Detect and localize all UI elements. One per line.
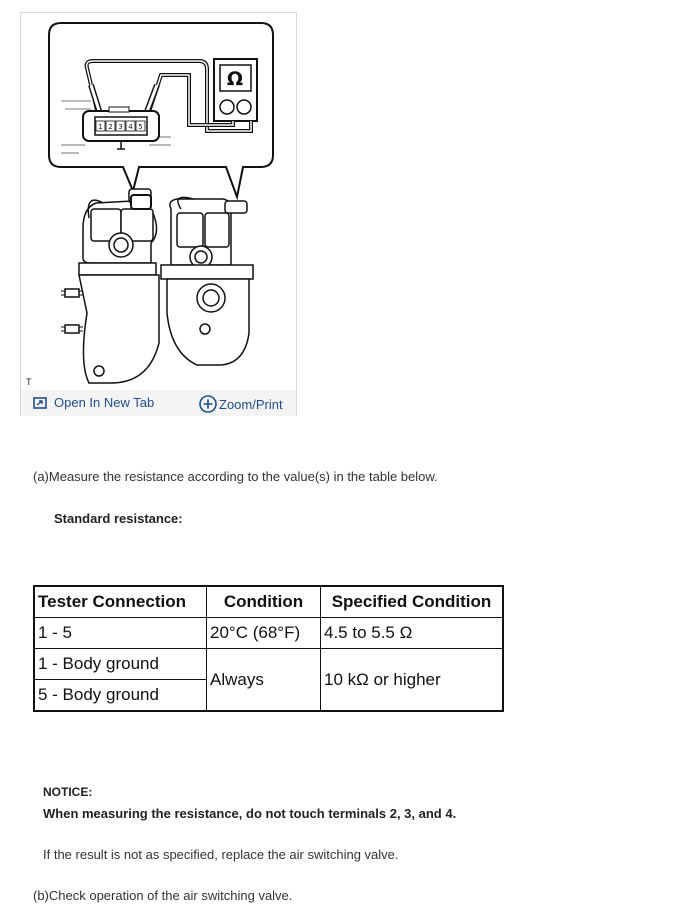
zoom-print-label: Zoom/Print xyxy=(219,396,283,412)
table-row xyxy=(34,618,503,649)
standard-resistance-heading: Standard resistance: xyxy=(54,511,183,526)
open-in-new-tab-button[interactable] xyxy=(33,395,154,410)
step-b-text: (b)Check operation of the air switching valve. xyxy=(33,888,293,903)
standard-resistance-table xyxy=(33,585,504,712)
connector-pin-label: 1 xyxy=(98,123,103,131)
table-row xyxy=(34,649,503,680)
cell-specified: 4.5 to 5.5 Ω xyxy=(321,618,504,649)
connector-pin-label: 2 xyxy=(108,123,113,131)
valve-body-right xyxy=(161,197,253,365)
plus-circle-icon xyxy=(199,395,217,413)
air-switching-valve-illustration xyxy=(21,13,296,389)
connector-pin-label: 5 xyxy=(138,123,143,131)
cell-specified: 10 kΩ or higher xyxy=(321,649,504,712)
notice-text: When measuring the resistance, do not touch terminals 2, 3, and 4. xyxy=(43,806,457,821)
cell-condition: Always xyxy=(207,649,321,712)
open-in-new-tab-label: Open In New Tab xyxy=(54,395,155,410)
figure-toolbar xyxy=(21,390,296,416)
open-new-tab-icon xyxy=(33,396,47,410)
step-a-text: (a)Measure the resistance according to the value(s) in the table below. xyxy=(33,469,438,484)
header-specified-condition: Specified Condition xyxy=(321,586,504,618)
table-header-row xyxy=(34,586,503,618)
ohm-symbol: Ω xyxy=(226,68,244,90)
cell-condition: 20°C (68°F) xyxy=(207,618,321,649)
cell-connection: 5 - Body ground xyxy=(34,680,207,712)
ohmmeter xyxy=(214,59,257,121)
zoom-print-button[interactable] xyxy=(199,395,283,413)
illustration-card xyxy=(20,12,297,416)
connector-pin-label: 4 xyxy=(128,123,133,131)
connector-pin-label: 3 xyxy=(118,123,123,131)
header-tester-connection: Tester Connection xyxy=(34,586,207,618)
valve-body-left xyxy=(61,189,159,383)
figure-code: T xyxy=(26,377,32,387)
header-condition: Condition xyxy=(207,586,321,618)
notice-title: NOTICE: xyxy=(43,785,93,799)
result-instruction: If the result is not as specified, replace the air switching valve. xyxy=(43,847,399,862)
cell-connection: 1 - Body ground xyxy=(34,649,207,680)
cell-connection: 1 - 5 xyxy=(34,618,207,649)
